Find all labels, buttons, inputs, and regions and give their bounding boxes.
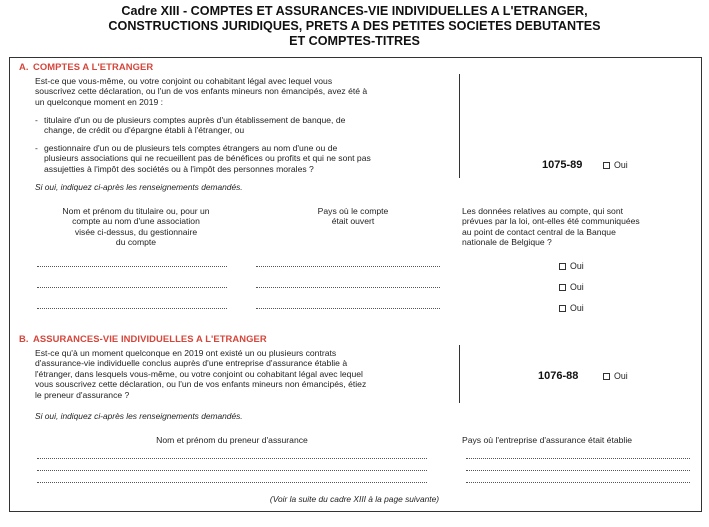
col-communicated-line: Les données relatives au compte, qui sont [462, 206, 623, 216]
col-holder-line: Nom et prénom du titulaire ou, pour un [62, 206, 210, 216]
checkbox-label: Oui [570, 282, 584, 292]
col-country-line: était ouvert [331, 216, 375, 227]
section-a-intro-line: souscrivez cette déclaration, ou l'un de vos enfants mineurs non émancipés, avez été à [35, 86, 368, 97]
section-a-intro [35, 76, 367, 107]
section-a-col-communicated [462, 206, 697, 248]
checkbox-box[interactable] [603, 162, 610, 169]
section-b-instruction: Si oui, indiquez ci-après les renseignements demandés. [35, 411, 243, 421]
insurer-country-field[interactable] [466, 470, 690, 471]
section-a-intro-line: un quelconque moment en 2019 : [35, 96, 164, 107]
title-line-2: CONSTRUCTIONS JURIDIQUES, PRETS A DES PETITES SOCIETES DEBUTANTES [108, 19, 601, 33]
checkbox-label: Oui [614, 160, 628, 170]
col-communicated-line: prévues par la loi, ont-elles été communiquées [462, 216, 640, 227]
bullet-dash: - [35, 143, 38, 153]
col-holder-line: visée ci-dessus, du gestionnaire [74, 226, 198, 237]
section-b-title-text: ASSURANCES-VIE INDIVIDUELLES A L'ETRANGER [33, 333, 267, 344]
section-b-title [19, 333, 267, 344]
section-b-intro-line: vous souscrivez cette déclaration, ou l'un de vos enfants mineurs non émancipés, étiez [35, 379, 367, 390]
section-a-title-text: COMPTES A L'ETRANGER [33, 61, 154, 72]
policyholder-field[interactable] [37, 470, 427, 471]
account-country-field[interactable] [256, 308, 440, 309]
col-holder-line: compte au nom d'une association [72, 216, 200, 227]
section-a-intro-line: Est-ce que vous-même, ou votre conjoint ou cohabitant légal avec lequel vous [35, 76, 333, 86]
account-row-2-oui-checkbox[interactable] [559, 282, 584, 292]
section-a-code: 1075-89 [542, 159, 583, 171]
section-b-col-country: Pays où l'entreprise d'assurance était établie [462, 435, 633, 445]
checkbox-label: Oui [570, 261, 584, 271]
account-holder-field[interactable] [37, 308, 227, 309]
account-row-1-oui-checkbox[interactable] [559, 261, 584, 271]
account-country-field[interactable] [256, 287, 440, 288]
col-country-line: Pays où le compte [317, 206, 389, 216]
section-b-code: 1076-88 [538, 370, 579, 382]
section-a-title [19, 61, 153, 72]
title-line-1: Cadre XIII - COMPTES ET ASSURANCES-VIE INDIVIDUELLES A L'ETRANGER, [121, 4, 588, 18]
title-line-3: ET COMPTES-TITRES [289, 34, 420, 48]
col-holder-line: du compte [115, 237, 157, 248]
col-communicated-line: au point de contact central de la Banque [462, 226, 616, 237]
section-a-col-country [288, 206, 418, 227]
bullet-2-line: assujetties à l'impôt des sociétés ou à l'impôt des personnes morales ? [44, 163, 314, 174]
account-holder-field[interactable] [37, 287, 227, 288]
bullet-dash: - [35, 115, 38, 125]
continuation-note: (Voir la suite du cadre XIII à la page suivante) [269, 494, 440, 504]
checkbox-label: Oui [614, 371, 628, 381]
section-a-instruction: Si oui, indiquez ci-après les renseignements demandés. [35, 182, 243, 192]
section-b-intro-line: l'étranger, dans lesquels vous-même, ou votre conjoint ou cohabitant légal avec lequel [35, 368, 363, 379]
bullet-2-line: plusieurs associations qui ne recueillent pas de bénéfices ou profits et qui ne sont pas [44, 153, 371, 164]
section-b-col-policyholder: Nom et prénom du preneur d'assurance [156, 435, 308, 445]
account-country-field[interactable] [256, 266, 440, 267]
checkbox-box[interactable] [559, 284, 566, 291]
account-holder-field[interactable] [37, 266, 227, 267]
bullet-2-line: gestionnaire d'un ou de plusieurs tels comptes étrangers au nom d'une ou de [44, 143, 338, 153]
section-b-letter: B. [19, 333, 29, 344]
checkbox-box[interactable] [603, 373, 610, 380]
section-b-intro-line: d'assurance-vie individuelle conclus auprès d'une entreprise d'assurance établie à [35, 358, 348, 369]
insurer-country-field[interactable] [466, 458, 690, 459]
section-a-separator [459, 74, 460, 178]
section-a-bullet-2 [35, 143, 455, 175]
checkbox-box[interactable] [559, 263, 566, 270]
col-communicated-line: nationale de Belgique ? [462, 237, 552, 248]
section-a-oui-checkbox[interactable] [603, 160, 628, 170]
section-b-oui-checkbox[interactable] [603, 371, 628, 381]
checkbox-box[interactable] [559, 305, 566, 312]
section-b-intro [35, 348, 366, 400]
bullet-1-line: change, de crédit ou d'épargne établi à l'étranger, ou [44, 125, 245, 136]
section-a-bullet-1 [35, 115, 455, 137]
bullet-1-line: titulaire d'un ou de plusieurs comptes auprès d'un établissement de banque, de [44, 115, 346, 125]
policyholder-field[interactable] [37, 482, 427, 483]
section-a-col-holder [36, 206, 236, 248]
policyholder-field[interactable] [37, 458, 427, 459]
account-row-3-oui-checkbox[interactable] [559, 303, 584, 313]
form-title [0, 4, 709, 49]
section-b-separator [459, 345, 460, 403]
insurer-country-field[interactable] [466, 482, 690, 483]
section-b-intro-line: le preneur d'assurance ? [35, 389, 130, 400]
checkbox-label: Oui [570, 303, 584, 313]
section-a-letter: A. [19, 61, 29, 72]
section-b-intro-line: Est-ce qu'à un moment quelconque en 2019 ont existé un ou plusieurs contrats [35, 348, 337, 358]
